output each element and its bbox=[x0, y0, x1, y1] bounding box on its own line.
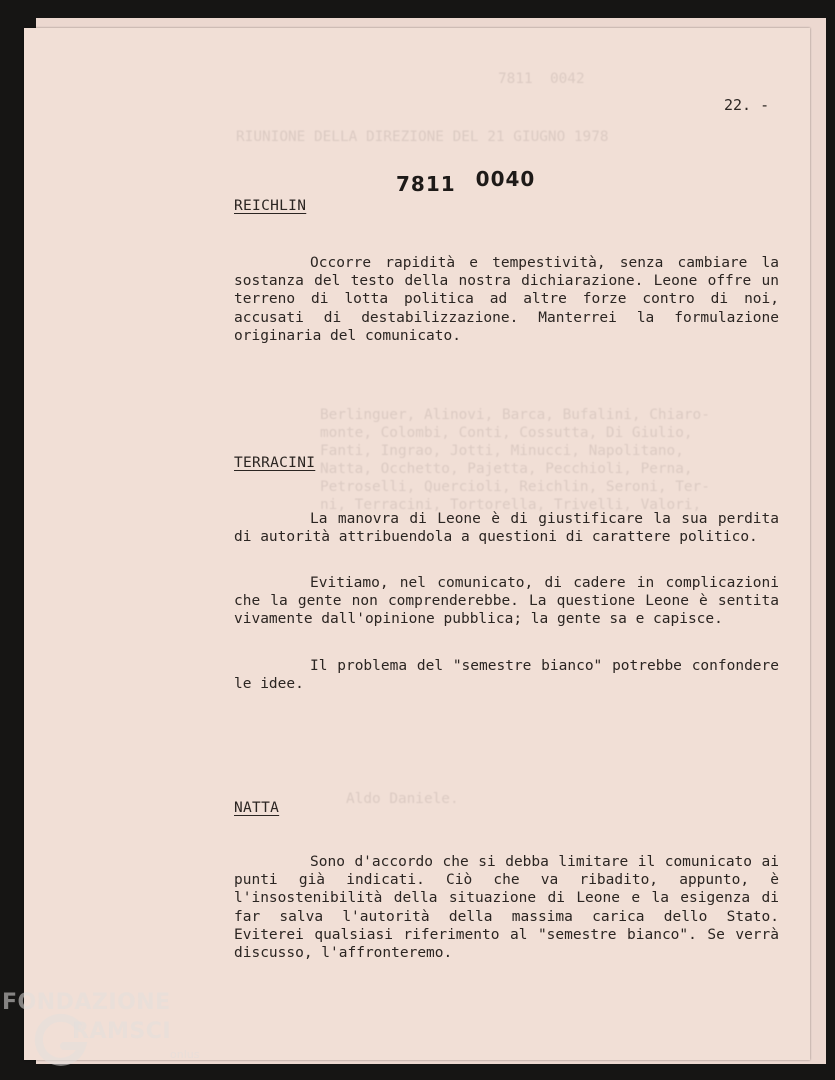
speech-paragraph: Evitiamo, nel comunicato, di cadere in complicazioni che la gente non comprenderebbe. La questione Leone è sentita vivamente dall'opinione pubblica; la gente sa e capisce. bbox=[234, 575, 779, 628]
stamp-number-b: 0040 bbox=[475, 167, 536, 191]
watermark-line-3: onlus bbox=[170, 1048, 200, 1061]
page-number: 22. - bbox=[724, 96, 770, 114]
speech-paragraph: La manovra di Leone è di giustificare la sua perdita di autorità attribuendola a questioni di carattere politico. bbox=[234, 511, 779, 546]
archive-stamp bbox=[396, 167, 536, 196]
bleed-through-line: ni, Terracini, Tortorella, Trivelli, Valori, bbox=[320, 497, 702, 513]
bleed-through-stamp: 7811 0042 bbox=[498, 71, 585, 87]
bleed-through-line: Fanti, Ingrao, Jotti, Minucci, Napolitano, bbox=[320, 443, 684, 459]
speaker-heading: NATTA bbox=[234, 800, 280, 816]
speech-paragraph: Il problema del "semestre bianco" potrebbe confondere le idee. bbox=[234, 658, 779, 693]
typewritten-page bbox=[24, 28, 810, 1060]
watermark-line-1: FONDAZIONE bbox=[2, 990, 171, 1015]
stamp-number-a: 7811 bbox=[396, 172, 456, 196]
speech-paragraph: Sono d'accordo che si debba limitare il comunicato ai punti già indicati. Ciò che va ribadito, appunto, è l'insostenibilità della situazione di Leone e la esigenza di far salva l'autorità della massima carica dello Stato. Eviterei qualsiasi riferimento al "semestre bianco". Se verrà discusso, l'affronteremo. bbox=[234, 854, 779, 962]
speech-paragraph: Occorre rapidità e tempestività, senza cambiare la sostanza del testo della nostra dichiarazione. Leone offre un terreno di lotta politica ad altre forze contro di noi, accusati di destabilizzazione. Manterrei la formulazione originaria del comunicato. bbox=[234, 255, 779, 344]
bleed-through-title: RIUNIONE DELLA DIREZIONE DEL 21 GIUGNO 1978 bbox=[236, 129, 609, 145]
bleed-through-line: Natta, Occhetto, Pajetta, Pecchioli, Perna, bbox=[320, 461, 693, 477]
speaker-heading: TERRACINI bbox=[234, 455, 316, 471]
bleed-through-line: monte, Colombi, Conti, Cossutta, Di Giulio, bbox=[320, 425, 693, 441]
speaker-heading: REICHLIN bbox=[234, 198, 307, 214]
fondazione-gramsci-watermark bbox=[2, 988, 212, 1078]
watermark-line-2: RAMSCI bbox=[72, 1019, 172, 1044]
bleed-through-line: Berlinguer, Alinovi, Barca, Bufalini, Chiaro- bbox=[320, 407, 710, 423]
bleed-through-lower-line: Aldo Daniele. bbox=[346, 791, 459, 807]
bleed-through-line: Petroselli, Quercioli, Reichlin, Seroni, Ter- bbox=[320, 479, 710, 495]
